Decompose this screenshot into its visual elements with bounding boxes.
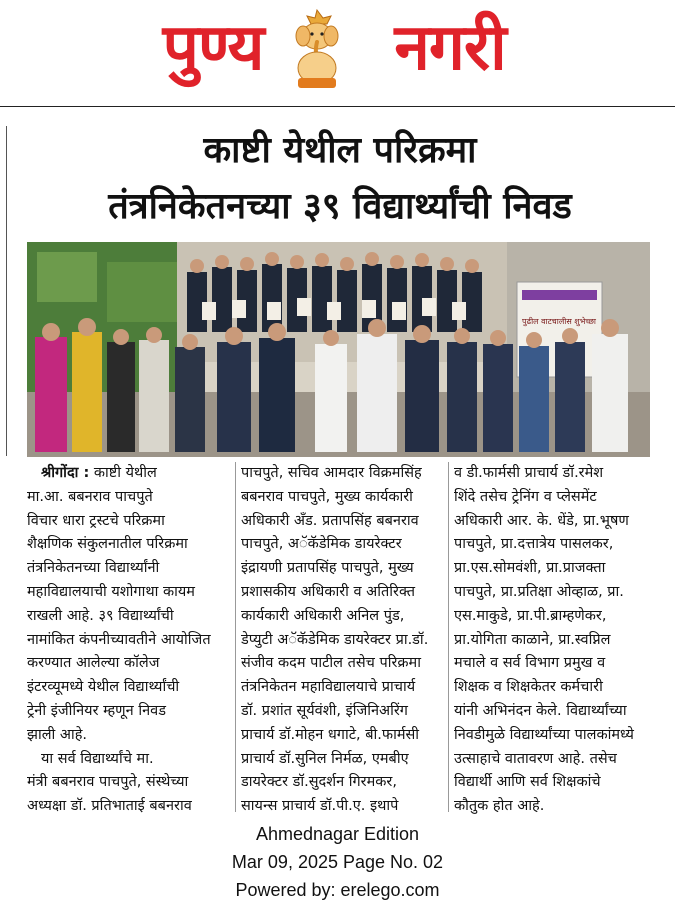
group-photo xyxy=(27,242,650,457)
article-line: ट्रेनी इंजीनियर म्हणून निवड xyxy=(27,702,166,719)
article-line: नामांकित कंपनीच्यावतीने आयोजित xyxy=(27,631,211,648)
article-line: एस.माकुडे, प्रा.पी.ब्राम्हणेकर, xyxy=(454,607,607,624)
article-column-2 xyxy=(241,462,444,819)
article-line: या सर्व विद्यार्थ्यांचे मा. xyxy=(41,750,154,767)
article-line: डेप्युटी अॅकॅडेमिक डायरेक्टर प्रा.डॉ. xyxy=(241,631,429,648)
article-line: प्राचार्य डॉ.सुनिल निर्मळ, एमबीए xyxy=(241,750,409,767)
article-line: मा.आ. बबनराव पाचपुते xyxy=(27,488,153,505)
ganesh-emblem-icon xyxy=(286,6,348,90)
article-line: इंद्रायणी प्रतापसिंह पाचपुते, मुख्य xyxy=(241,560,414,577)
article-line: प्रा.एस.सोमवंशी, प्रा.प्राजक्ता xyxy=(454,560,606,577)
left-column-rule xyxy=(6,126,7,456)
article-line: पाचपुते, अॅकॅडेमिक डायरेक्टर xyxy=(241,536,402,553)
article-line: झाली आहे. xyxy=(27,726,88,743)
article-line: उत्साहाचे वातावरण आहे. तसेच xyxy=(454,750,617,767)
article-line: तंत्रनिकेतनच्या विद्यार्थ्यांनी xyxy=(27,560,160,577)
article-line: पाचपुते, सचिव आमदार विक्रमसिंह xyxy=(241,465,422,481)
article-line xyxy=(27,462,230,486)
article-dateline: श्रीगोंदा : xyxy=(41,465,90,481)
headline-line-1: काष्टी येथील परिक्रमा xyxy=(203,130,477,171)
article-line: महाविद्यालयाची यशोगाथा कायम xyxy=(27,583,195,600)
article-line: तंत्रनिकेतन महाविद्यालयाचे प्राचार्य xyxy=(241,679,416,696)
article-line: पाचपुते, प्रा.प्रतिक्षा ओव्हाळ, प्रा. xyxy=(454,583,624,600)
article-line: व डी.फार्मसी प्राचार्य डॉ.रमेश xyxy=(454,465,604,481)
article-line: निवडीमुळे विद्यार्थ्यांच्या पालकांमध्ये xyxy=(454,726,634,743)
column-separator xyxy=(448,462,449,812)
article-line: राखली आहे. ३९ विद्यार्थ्यांची xyxy=(27,607,174,624)
headline-line-2: तंत्रनिकेतनच्या ३९ विद्यार्थ्यांची निवड xyxy=(108,186,572,227)
masthead-title-right: नगरी xyxy=(394,11,506,85)
article-line: कौतुक होत आहे. xyxy=(454,798,545,815)
masthead-title-left: पुण्य xyxy=(162,11,264,85)
article-line: इंटरव्यूमध्ये येथील विद्यार्थ्यांची xyxy=(27,679,180,696)
article-line: मंत्री बबनराव पाचपुते, संस्थेच्या xyxy=(27,774,189,791)
article-line: कार्यकारी अधिकारी अनिल पुंड, xyxy=(241,607,405,624)
article-column-3 xyxy=(454,462,654,819)
article-line: संजीव कदम पाटील तसेच परिक्रमा xyxy=(241,655,421,672)
column-separator xyxy=(235,462,236,812)
photo-banner-text: पुढील वाटचालीस शुभेच्छा xyxy=(522,317,596,326)
article-line: पाचपुते, प्रा.दत्तात्रेय पासलकर, xyxy=(454,536,614,553)
article-line: प्रा.योगिता काळाने, प्रा.स्वप्निल xyxy=(454,631,611,648)
article-line: शैक्षणिक संकुलनातील परिक्रमा xyxy=(27,536,188,553)
edition-label: Ahmednagar Edition xyxy=(255,824,420,844)
masthead xyxy=(0,0,675,108)
article-line: डॉ. प्रशांत सूर्यवंशी, इंजिनिअरिंग xyxy=(241,702,408,719)
masthead-divider xyxy=(0,106,675,107)
article-column-1 xyxy=(27,462,230,819)
article-line: प्रशासकीय अधिकारी व अतिरिक्त xyxy=(241,583,416,600)
article-line: करण्यात आलेल्या कॉलेज xyxy=(27,655,160,672)
article-line: अध्यक्षा डॉ. प्रतिभाताई बबनराव xyxy=(27,798,192,815)
article-line: विद्यार्थी आणि सर्व शिक्षकांचे xyxy=(454,774,601,791)
article-line: प्राचार्य डॉ.मोहन धगाटे, बी.फार्मसी xyxy=(241,726,420,743)
article-text: काष्टी येथील xyxy=(89,465,157,481)
date-page-label: Mar 09, 2025 Page No. 02 xyxy=(231,852,444,872)
article-line: अधिकारी अँड. प्रतापसिंह बबनराव xyxy=(241,512,419,529)
article-line: शिंदे तसेच ट्रेनिंग व प्लेसमेंट xyxy=(454,488,597,505)
article-line: यांनी अभिनंदन केले. विद्यार्थ्यांच्या xyxy=(454,702,627,719)
article-line: बबनराव पाचपुते, मुख्य कार्यकारी xyxy=(241,488,413,505)
article-line: मचाले व सर्व विभाग प्रमुख व xyxy=(454,655,606,672)
article-line: विचार धारा ट्रस्टचे परिक्रमा xyxy=(27,512,165,529)
article-line: अधिकारी आर. के. धेंडे, प्रा.भूषण xyxy=(454,512,629,529)
powered-by-label: Powered by: erelego.com xyxy=(235,880,440,900)
article-line: डायरेक्टर डॉ.सुदर्शन गिरमकर, xyxy=(241,774,397,791)
article-line: सायन्स प्राचार्य डॉ.पी.ए. इथापे xyxy=(241,798,399,815)
article-line: शिक्षक व शिक्षकेतर कर्मचारी xyxy=(454,679,603,696)
